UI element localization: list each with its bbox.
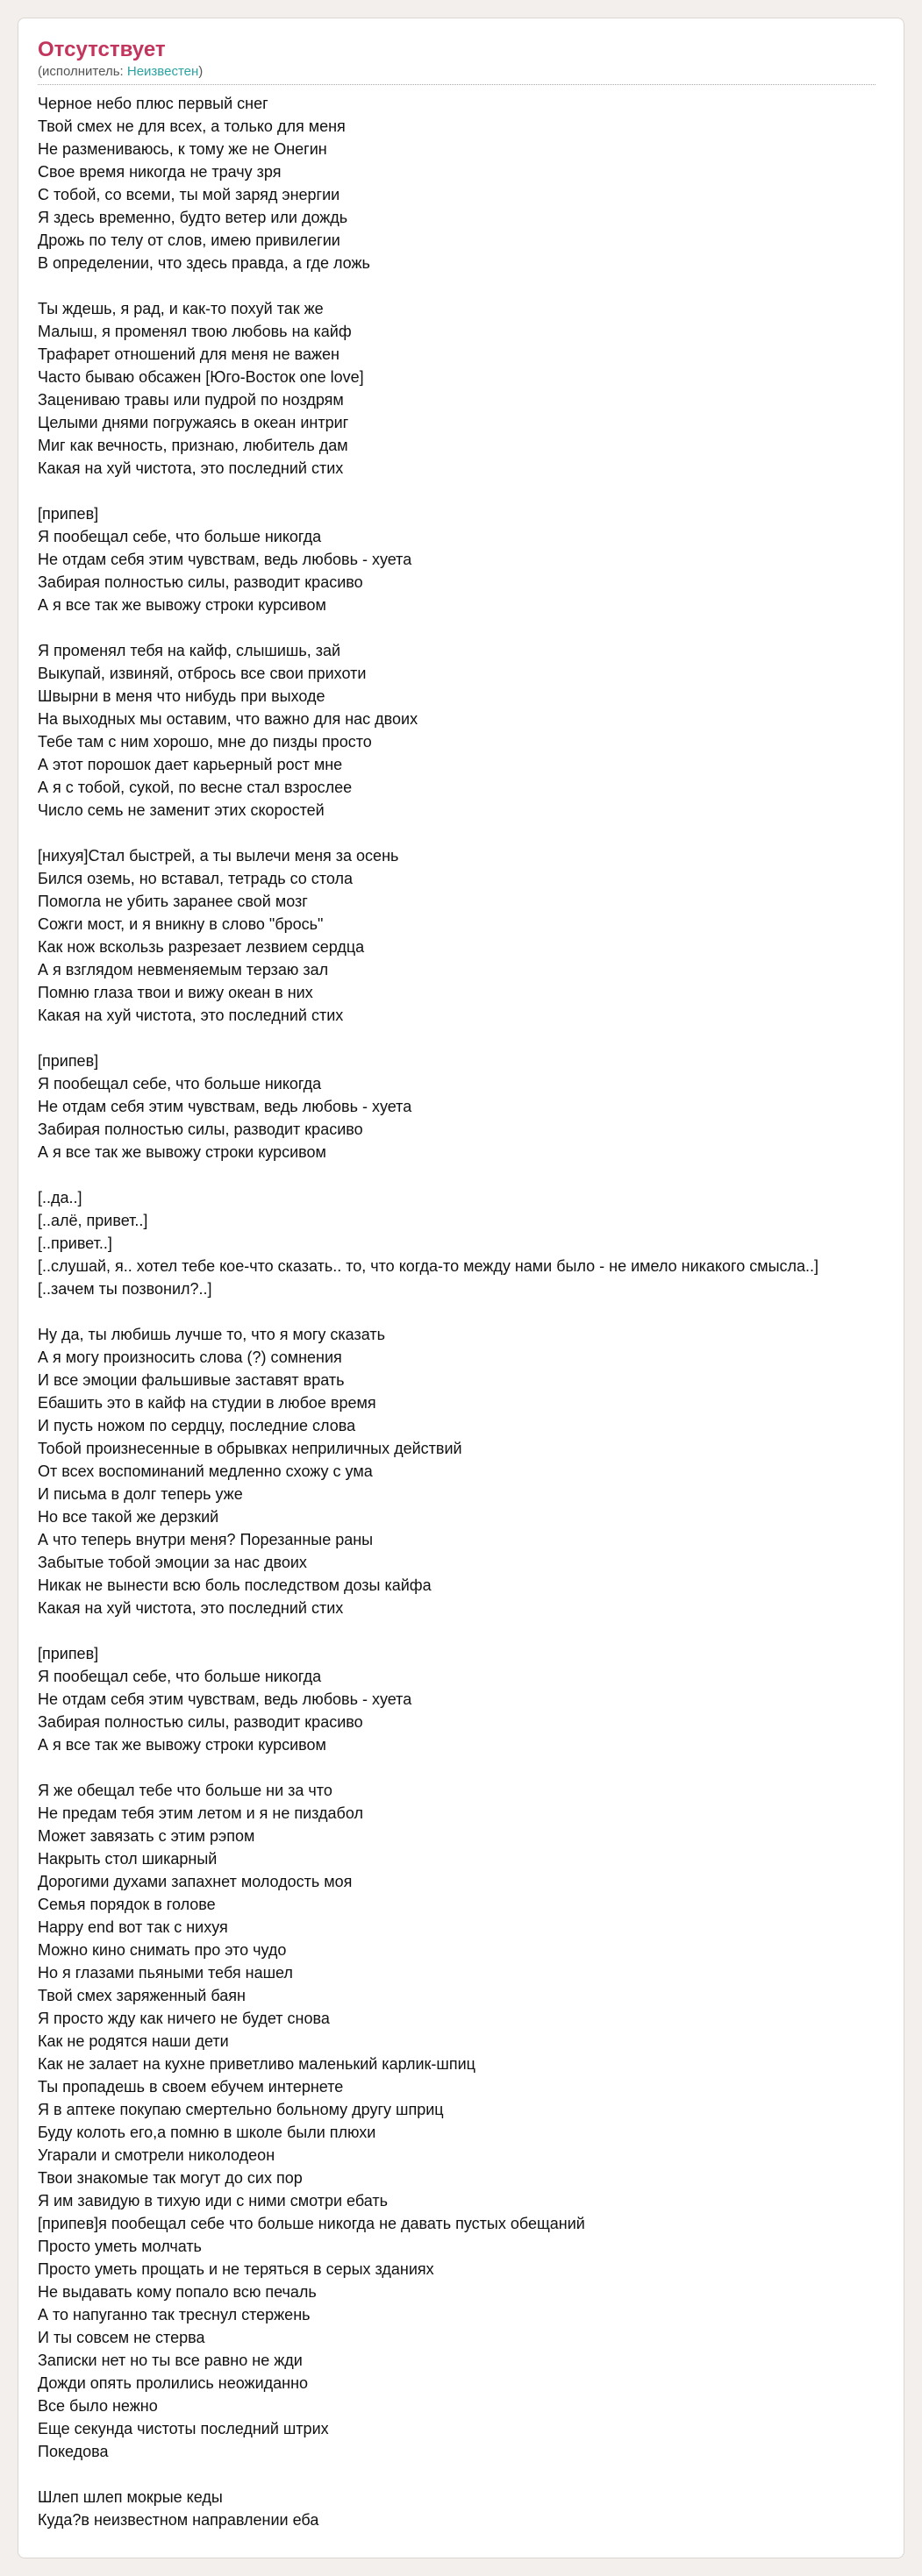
lyric-line: Малыш, я променял твою любовь на кайф xyxy=(38,323,352,340)
lyric-line xyxy=(38,1027,884,1050)
artist-link[interactable]: Неизвестен xyxy=(126,64,199,79)
lyric-line: На выходных мы оставим, что важно для нас двоих xyxy=(38,710,418,728)
lyric-line: Черное небо плюс первый снег xyxy=(38,95,268,112)
lyric-line: Твои знакомые так могут до сих пор xyxy=(38,2169,303,2187)
lyric-line: Какая на хуй чистота, это последний стих xyxy=(38,459,344,477)
lyric-line: Дожди опять пролились неожиданно xyxy=(38,2374,309,2392)
lyric-line: Забирая полностью силы, разводит красиво xyxy=(38,573,363,591)
artist-line xyxy=(38,64,876,85)
lyric-line: Не выдавать кому попало всю печаль xyxy=(38,2283,317,2301)
lyric-line xyxy=(38,1300,884,1323)
lyric-line: Свое время никогда не трачу зря xyxy=(38,163,282,181)
lyric-line: Накрыть стол шикарный xyxy=(38,1850,218,1868)
lyric-line: И письма в долг теперь уже xyxy=(38,1485,243,1503)
lyric-line: Помню глаза твои и вижу океан в них xyxy=(38,984,313,1001)
lyric-line: А я с тобой, сукой, по весне стал взрослее xyxy=(38,779,353,796)
lyric-line xyxy=(38,1756,884,1779)
lyric-line: Как нож вскользь разрезает лезвием сердца xyxy=(38,938,365,956)
lyric-line: Я пообещал себе, что больше никогда xyxy=(38,1075,322,1092)
lyric-line: Ну да, ты любишь лучше то, что я могу сказать xyxy=(38,1326,385,1343)
lyric-line: Ты пропадешь в своем ебучем интернете xyxy=(38,2078,344,2096)
lyric-line: [нихуя]Стал быстрей, а ты вылечи меня за осень xyxy=(38,847,399,865)
lyric-line: [..слушай, я.. хотел тебе кое-что сказать.. то, что когда-то между нами было - не имело никакого смысла..] xyxy=(38,1257,819,1275)
lyric-line: А этот порошок дает карьерный рост мне xyxy=(38,756,343,773)
lyric-line: Забытые тобой эмоции за нас двоих xyxy=(38,1554,307,1571)
lyric-line: Угарали и смотрели николодеон xyxy=(38,2146,275,2164)
artist-prefix: (исполнитель: xyxy=(38,64,127,79)
lyric-line xyxy=(38,822,884,844)
lyric-line xyxy=(38,480,884,502)
lyric-line: Я же обещал тебе что больше ни за что xyxy=(38,1782,332,1799)
lyric-line: Куда?в неизвестном направлении еба xyxy=(38,2511,319,2529)
lyric-line: Еще секунда чистоты последний штрих xyxy=(38,2420,329,2437)
lyric-line: Я пообещал себе, что больше никогда xyxy=(38,528,322,545)
lyric-line: И пусть ножом по сердцу, последние слова xyxy=(38,1417,356,1434)
lyric-line: Забирая полностью силы, разводит красиво xyxy=(38,1121,363,1138)
lyric-line: Часто бываю обсажен [Юго-Восток one love] xyxy=(38,368,364,386)
lyric-line: И ты совсем не стерва xyxy=(38,2329,205,2346)
lyric-line: [припев]я пообещал себе что больше никогда не давать пустых обещаний xyxy=(38,2215,585,2232)
lyric-line: Я пообещал себе, что больше никогда xyxy=(38,1668,322,1685)
lyric-line: Можно кино снимать про это чудо xyxy=(38,1941,287,1959)
lyric-line: Я здесь временно, будто ветер или дождь xyxy=(38,209,348,226)
lyric-line: Покедова xyxy=(38,2443,109,2460)
lyric-line: [припев] xyxy=(38,505,99,523)
lyric-line: Может завязать с этим рэпом xyxy=(38,1827,255,1845)
lyric-line: Не отдам себя этим чувствам, ведь любовь - хуета xyxy=(38,551,412,568)
lyric-line: Буду колоть его,а помню в школе были плюхи xyxy=(38,2124,376,2141)
lyrics-text xyxy=(38,92,884,2531)
lyric-line: [..да..] xyxy=(38,1189,82,1206)
lyric-line: Зацениваю травы или пудрой по ноздрям xyxy=(38,391,344,409)
lyric-line: Целыми днями погружаясь в океан интриг xyxy=(38,414,349,431)
lyric-line: [..алё, привет..] xyxy=(38,1212,148,1229)
lyric-line: Какая на хуй чистота, это последний стих xyxy=(38,1007,344,1024)
lyric-line: В определении, что здесь правда, а где ложь xyxy=(38,254,370,272)
lyric-line xyxy=(38,274,884,297)
lyric-line: Семья порядок в голове xyxy=(38,1896,216,1913)
lyric-line xyxy=(38,1619,884,1642)
lyric-line: Ты ждешь, я рад, и как-то похуй так же xyxy=(38,300,324,317)
lyric-line: Не предам тебя этим летом и я не пиздабол xyxy=(38,1804,363,1822)
lyric-line: [..привет..] xyxy=(38,1235,112,1252)
lyric-line: Дорогими духами запахнет молодость моя xyxy=(38,1873,353,1890)
lyric-line: Какая на хуй чистота, это последний стих xyxy=(38,1599,344,1617)
lyric-line: Но я глазами пьяными тебя нашел xyxy=(38,1964,293,1982)
lyric-line: Все было нежно xyxy=(38,2397,158,2415)
lyric-line: Как не залает на кухне приветливо маленький карлик-шпиц xyxy=(38,2055,475,2073)
lyric-line: Швырни в меня что нибудь при выходе xyxy=(38,687,325,705)
lyric-line: Число семь не заменит этих скоростей xyxy=(38,801,325,819)
lyric-line: Но все такой же дерзкий xyxy=(38,1508,219,1526)
song-title: Отсутствует xyxy=(38,38,166,61)
lyric-line: [припев] xyxy=(38,1052,99,1070)
lyric-line: Happy end вот так с нихуя xyxy=(38,1918,228,1936)
lyric-line: Ебашить это в кайф на студии в любое время xyxy=(38,1394,376,1412)
lyric-line: [припев] xyxy=(38,1645,99,1662)
lyric-line: Не отдам себя этим чувствам, ведь любовь - хуета xyxy=(38,1098,412,1115)
lyric-line: Выкупай, извиняй, отбрось все свои прихоти xyxy=(38,665,367,682)
lyric-line: Никак не вынести всю боль последством дозы кайфа xyxy=(38,1576,432,1594)
lyric-line xyxy=(38,1163,884,1186)
lyric-line: И все эмоции фальшивые заставят врать xyxy=(38,1371,345,1389)
lyric-line: А то напуганно так треснул стержень xyxy=(38,2306,311,2323)
lyric-line: А я все так же вывожу строки курсивом xyxy=(38,1736,326,1754)
lyric-line: Бился оземь, но вставал, тетрадь со стола xyxy=(38,870,353,887)
lyric-line: Не отдам себя этим чувствам, ведь любовь - хуета xyxy=(38,1690,412,1708)
lyric-line: Твой смех заряженный баян xyxy=(38,1987,246,2004)
lyric-line: А я могу произносить слова (?) сомнения xyxy=(38,1348,342,1366)
lyric-line xyxy=(38,2463,884,2486)
lyric-line: Просто уметь молчать xyxy=(38,2238,202,2255)
lyric-line: Не размениваюсь, к тому же не Онегин xyxy=(38,140,327,158)
lyric-line: Трафарет отношений для меня не важен xyxy=(38,345,339,363)
lyric-line: Просто уметь прощать и не теряться в серых зданиях xyxy=(38,2260,434,2278)
lyric-line: От всех воспоминаний медленно схожу с ума xyxy=(38,1462,373,1480)
lyrics-card xyxy=(18,18,904,2558)
lyric-line: Миг как вечность, признаю, любитель дам xyxy=(38,437,348,454)
lyric-line: Твой смех не для всех, а только для меня xyxy=(38,117,346,135)
lyric-line: Я в аптеке покупаю смертельно больному другу шприц xyxy=(38,2101,444,2118)
lyric-line: Я им завидую в тихую иди с ними смотри ебать xyxy=(38,2192,388,2210)
artist-suffix: ) xyxy=(198,64,204,79)
lyric-line: А что теперь внутри меня? Порезанные раны xyxy=(38,1531,374,1548)
lyric-line: Как не родятся наши дети xyxy=(38,2032,229,2050)
lyric-line: Я променял тебя на кайф, слышишь, зай xyxy=(38,642,341,659)
lyric-line: [..зачем ты позвонил?..] xyxy=(38,1280,212,1298)
lyric-line: А я все так же вывожу строки курсивом xyxy=(38,596,326,614)
lyric-line: С тобой, со всеми, ты мой заряд энергии xyxy=(38,186,340,203)
lyric-line: А я все так же вывожу строки курсивом xyxy=(38,1143,326,1161)
lyric-line: Дрожь по телу от слов, имею привилегии xyxy=(38,231,340,249)
lyric-line: Тебе там с ним хорошо, мне до пизды просто xyxy=(38,733,372,751)
lyric-line: Я просто жду как ничего не будет снова xyxy=(38,2010,330,2027)
lyric-line: Тобой произнесенные в обрывках неприличных действий xyxy=(38,1440,462,1457)
lyric-line: Записки нет но ты все равно не жди xyxy=(38,2352,303,2369)
lyric-line xyxy=(38,616,884,639)
lyric-line: А я взглядом невменяемым терзаю зал xyxy=(38,961,329,978)
lyric-line: Помогла не убить заранее свой мозг xyxy=(38,893,308,910)
lyric-line: Шлеп шлеп мокрые кеды xyxy=(38,2488,223,2506)
lyric-line: Забирая полностью силы, разводит красиво xyxy=(38,1713,363,1731)
lyric-line: Сожги мост, и я вникну в слово "брось" xyxy=(38,915,324,933)
